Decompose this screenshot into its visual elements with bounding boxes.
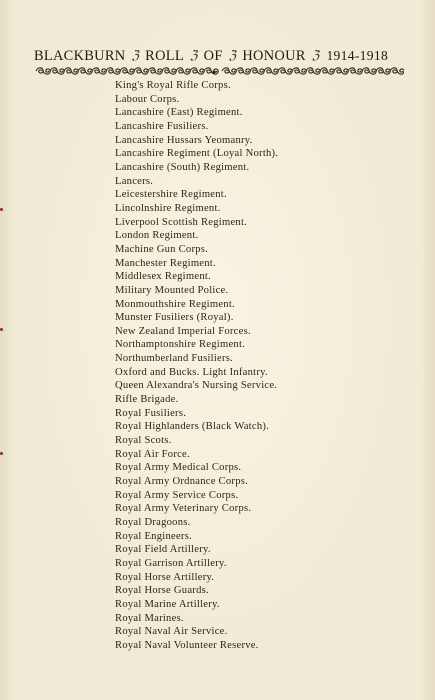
edge-mark (0, 328, 3, 331)
unit-list-item: King's Royal Rifle Corps. (115, 80, 231, 91)
header-word-honour: HONOUR (242, 48, 306, 64)
header-years: 1914-1918 (326, 48, 389, 63)
unit-list-item: Royal Fusiliers. (115, 407, 187, 419)
unit-list-item: Middlesex Regiment. (115, 271, 211, 283)
edge-mark (0, 208, 3, 211)
scroll-border-ornament-icon (34, 66, 404, 76)
unit-list-item: Liverpool Scottish Regiment. (115, 216, 248, 228)
unit-list-item: Royal Engineers. (115, 530, 192, 542)
unit-list-item: Royal Naval Volunteer Reserve. (115, 639, 259, 651)
header-word-roll: ROLL (145, 48, 184, 64)
unit-list-item: Royal Air Force. (115, 448, 190, 460)
unit-list (115, 79, 278, 653)
unit-list-item: Royal Marine Artillery. (115, 598, 220, 610)
unit-list-item: Manchester Regiment. (115, 257, 216, 269)
unit-list-item: Lancashire (South) Regiment. (115, 161, 250, 173)
header-separator-glyph: ℨ (228, 48, 237, 62)
unit-list-item: London Regiment. (115, 230, 199, 242)
unit-list-item: Monmouthshire Regiment. (115, 298, 235, 310)
unit-list-item: Royal Dragoons. (115, 517, 191, 528)
unit-list-item: Oxford and Bucks. Light Infantry. (115, 366, 268, 378)
unit-list-item: Rifle Brigade. (115, 394, 179, 406)
header-word-blackburn: BLACKBURN (34, 48, 126, 64)
unit-list-item: Royal Army Service Corps. (115, 489, 239, 501)
unit-list-item: Northamptonshire Regiment. (115, 339, 246, 351)
unit-list-item: Leicestershire Regiment. (115, 189, 227, 201)
unit-list-item: Lincolnshire Regiment. (115, 202, 221, 214)
unit-list-item: Machine Gun Corps. (115, 243, 209, 255)
unit-list-item: Royal Marines. (115, 612, 184, 624)
unit-list-item: Royal Army Veterinary Corps. (115, 503, 252, 515)
unit-list-item: Labour Corps. (115, 93, 180, 105)
unit-list-item: Lancashire Regiment (Loyal North). (115, 148, 279, 160)
unit-list-item: Royal Highlanders (Black Watch). (115, 421, 270, 433)
header-separator-glyph: ℨ (311, 48, 320, 62)
header-word-of: OF (203, 48, 223, 64)
unit-list-item: Royal Scots. (115, 435, 172, 447)
unit-list-item: Munster Fusiliers (Royal). (115, 312, 234, 324)
unit-list-item: Royal Army Medical Corps. (115, 462, 242, 474)
unit-list-item: New Zealand Imperial Forces. (115, 325, 251, 337)
unit-list-item: Royal Army Ordnance Corps. (115, 476, 249, 488)
unit-list-item: Lancashire Hussars Yeomanry. (115, 134, 253, 146)
page-header (34, 48, 404, 65)
unit-list-item: Royal Horse Artillery. (115, 571, 215, 583)
header-separator-glyph: ℨ (131, 48, 140, 62)
unit-list-item: Lancers. (115, 175, 154, 187)
unit-list-item: Queen Alexandra's Nursing Service. (115, 380, 278, 392)
unit-list-item: Lancashire Fusiliers. (115, 120, 209, 132)
unit-list-item: Royal Horse Guards. (115, 585, 209, 597)
unit-list-item: Northumberland Fusiliers. (115, 353, 234, 365)
unit-list-item: Royal Garrison Artillery. (115, 557, 227, 569)
header-separator-glyph: ℨ (189, 48, 198, 62)
unit-list-item: Lancashire (East) Regiment. (115, 107, 243, 119)
edge-mark (0, 452, 3, 455)
unit-list-item: Royal Naval Air Service. (115, 626, 228, 638)
unit-list-item: Royal Field Artillery. (115, 544, 211, 556)
unit-list-item: Military Mounted Police. (115, 284, 229, 296)
